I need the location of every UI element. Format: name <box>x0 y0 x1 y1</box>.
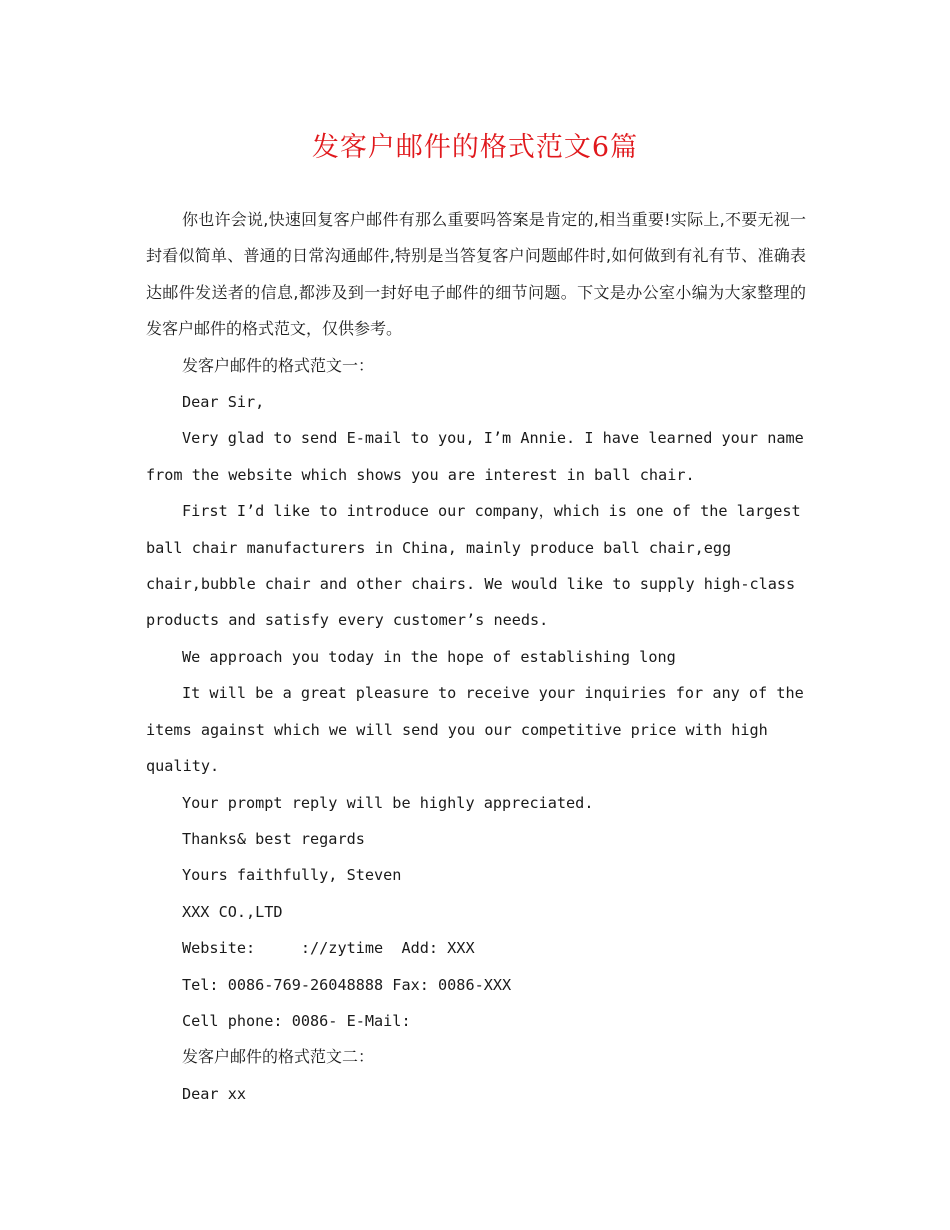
closing-1: Thanks& best regards <box>182 829 365 848</box>
closing-2: Yours faithfully, Steven <box>182 866 402 885</box>
paragraph-5: Your prompt reply will be highly appreciated. <box>182 793 594 812</box>
document-title: 发客户邮件的格式范文6篇 <box>311 132 639 163</box>
document-body <box>146 202 806 1112</box>
company-line: XXX CO.,LTD <box>182 902 283 921</box>
intro-paragraph: 你也许会说,快速回复客户邮件有那么重要吗答案是肯定的,相当重要!实际上,不要无视一封看似简单、普通的日常沟通邮件,特别是当答复客户问题邮件时,如何做到有礼有节、准确表达邮件发送者的信息,都涉及到一封好电子邮件的细节问题。下文是办公室小编为大家整理的发客户邮件的格式范文，仅供参考。 <box>146 210 806 339</box>
paragraph-1: Very glad to send E-mail to you, I’m Annie. I have learned your name from the website which shows you are interest in ball chair. <box>146 429 804 484</box>
website-line: Website: ://zytime Add: XXX <box>182 939 475 958</box>
paragraph-4: It will be a great pleasure to receive your inquiries for any of the items against which we will send you our competitive price with high quality. <box>146 684 804 776</box>
section2-heading: 发客户邮件的格式范文二： <box>182 1047 375 1067</box>
tel-line: Tel: 0086-769-26048888 Fax: 0086-XXX <box>182 975 512 994</box>
paragraph-2: First I’d like to introduce our company，which is one of the largest ball chair manufacturers in China, mainly produce ball chair,egg chair,bubble chair and other chairs. We would like to supply high-class products and satisfy every customer’s needs. <box>146 502 801 630</box>
section1-heading: 发客户邮件的格式范文一： <box>182 355 375 375</box>
greeting-2: Dear xx <box>182 1084 247 1103</box>
cell-line: Cell phone: 0086- E-Mail: <box>182 1011 411 1030</box>
paragraph-3: We approach you today in the hope of establishing long <box>182 647 676 666</box>
greeting-1: Dear Sir, <box>182 393 265 412</box>
